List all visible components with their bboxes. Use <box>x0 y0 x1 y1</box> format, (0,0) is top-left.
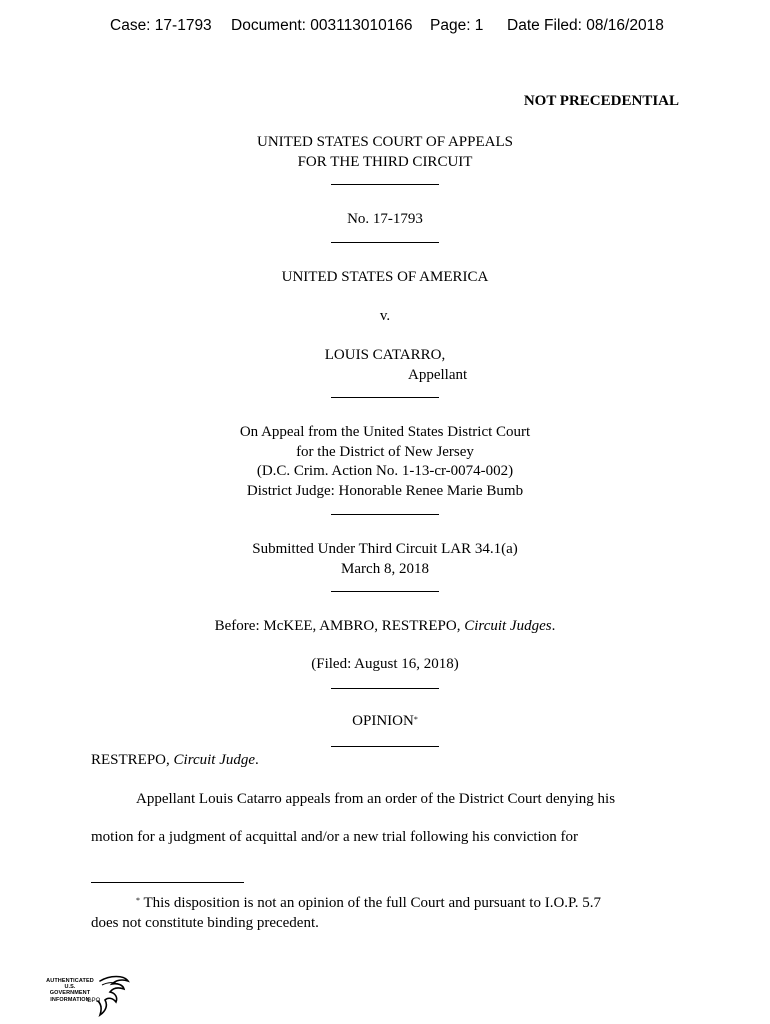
footnote-marker: * <box>136 896 140 905</box>
footnote-separator <box>91 882 244 883</box>
versus-label: v. <box>379 308 391 324</box>
document-number-header: Document: 003113010166 <box>231 17 413 34</box>
defendant-role: Appellant <box>408 367 468 383</box>
appeal-info <box>0 423 770 501</box>
body-paragraph-line2: motion for a judgment of acquittal and/or a new trial following his conviction for <box>91 829 578 845</box>
court-name-line1: UNITED STATES COURT OF APPEALS <box>257 134 513 150</box>
gpo-authentication-logo <box>44 975 134 1017</box>
gpo-logo-line3: INFORMATION <box>50 996 90 1003</box>
panel-judges-title: Circuit Judges <box>464 618 552 634</box>
separator-rule <box>0 184 770 185</box>
opinion-author <box>91 752 259 769</box>
body-paragraph-line1: Appellant Louis Catarro appeals from an order of the District Court denying his <box>136 791 616 807</box>
court-heading <box>0 133 770 172</box>
panel-judges-names: Before: McKEE, AMBRO, RESTREPO, <box>214 618 465 634</box>
defendant-name: LOUIS CATARRO, <box>324 347 446 363</box>
plaintiff-name: UNITED STATES OF AMERICA <box>281 269 489 285</box>
appeal-line2: for the District of New Jersey <box>296 443 474 460</box>
footnote-line2: does not constitute binding precedent. <box>91 915 319 931</box>
separator-rule <box>0 746 770 747</box>
submission-line1: Submitted Under Third Circuit LAR 34.1(a) <box>252 541 518 557</box>
eagle-icon <box>96 975 132 1017</box>
footnote-line1 <box>91 893 681 913</box>
appeal-line4: District Judge: Honorable Renee Marie Bumb <box>246 482 524 499</box>
separator-rule <box>0 242 770 243</box>
author-suffix: . <box>255 752 259 768</box>
separator-rule <box>0 514 770 515</box>
filed-date: (Filed: August 16, 2018) <box>311 656 459 672</box>
footnote-text-line1: This disposition is not an opinion of the full Court and pursuant to I.O.P. 5.7 <box>140 895 601 911</box>
author-title: Circuit Judge <box>173 752 256 768</box>
submission-line2: March 8, 2018 <box>341 560 429 577</box>
gpo-logo-mark: GPO <box>87 998 101 1004</box>
separator-rule <box>0 688 770 689</box>
case-number: No. 17-1793 <box>347 211 423 227</box>
appeal-line3: (D.C. Crim. Action No. 1-13-cr-0074-002) <box>256 463 514 479</box>
date-filed-header: Date Filed: 08/16/2018 <box>507 17 664 34</box>
opinion-footnote-marker[interactable]: * <box>413 715 418 724</box>
separator-rule <box>0 397 770 398</box>
author-name: RESTREPO, <box>91 752 174 768</box>
not-precedential-label: NOT PRECEDENTIAL <box>523 93 679 109</box>
separator-rule <box>0 591 770 592</box>
case-number-header: Case: 17-1793 <box>110 17 212 34</box>
gpo-logo-line2: U.S. GOVERNMENT <box>49 984 91 997</box>
submission-info <box>0 540 770 579</box>
opinion-heading <box>0 712 770 732</box>
panel-judges-suffix: . <box>551 618 556 634</box>
footnote <box>91 893 681 933</box>
panel-judges <box>0 617 770 637</box>
appeal-line1: On Appeal from the United States District Court <box>239 424 531 440</box>
page-number-header: Page: 1 <box>430 17 484 34</box>
gpo-logo-line1: AUTHENTICATED <box>46 978 94 984</box>
court-name-line2: FOR THE THIRD CIRCUIT <box>297 153 473 170</box>
opinion-label: OPINION <box>352 713 414 729</box>
